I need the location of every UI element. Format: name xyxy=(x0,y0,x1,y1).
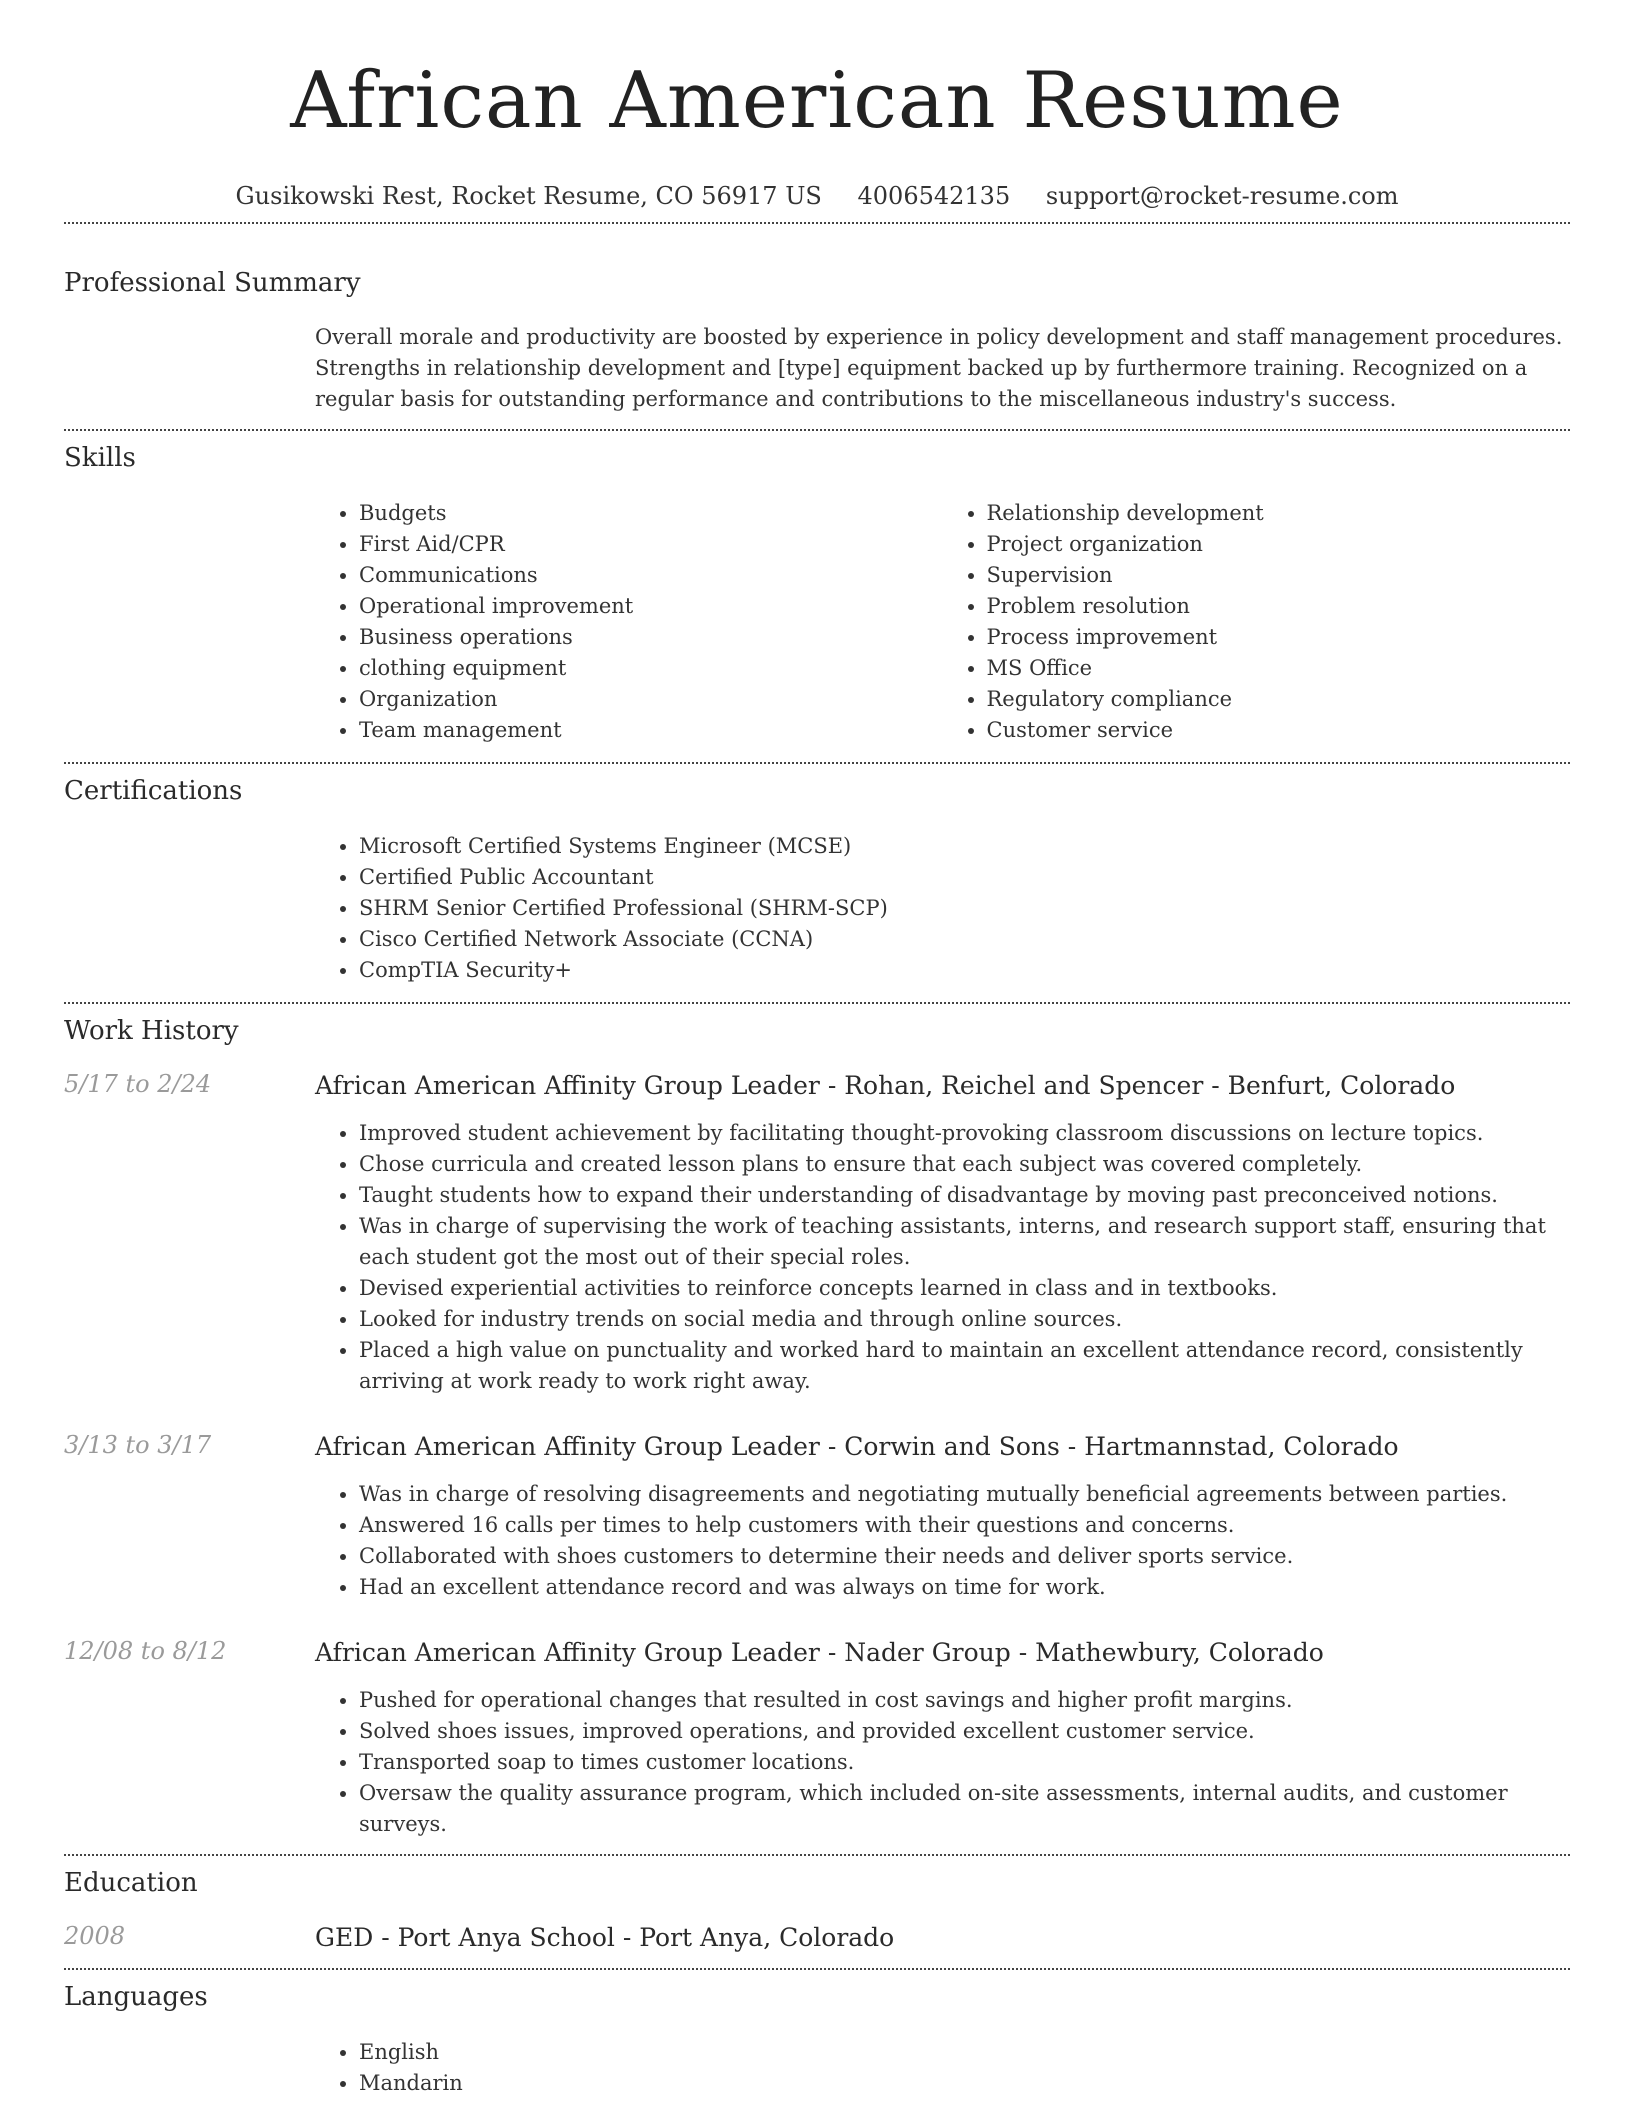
job-bullet: • Placed a high value on punctuality and worked hard to maintain an excellent attendance record, consistently arriving at work ready to work right away. xyxy=(359,1335,1570,1397)
certification-item: • Certified Public Accountant xyxy=(359,862,1570,893)
job-dates: 3/13 to 3/17 xyxy=(64,1431,212,1459)
education-heading: Education xyxy=(64,1868,198,1898)
job-bullet: • Pushed for operational changes that resulted in cost savings and higher profit margins. xyxy=(359,1685,1570,1716)
job-entry xyxy=(64,1637,1570,1840)
resume-name: African American Resume xyxy=(290,56,1344,146)
job-bullets xyxy=(315,1118,1570,1397)
education-section xyxy=(64,1856,1570,1954)
certifications-body xyxy=(315,831,1570,986)
skill-item: • Organization xyxy=(359,684,943,715)
skill-item: • Business operations xyxy=(359,622,943,653)
summary-heading: Professional Summary xyxy=(64,268,361,298)
language-item: • Mandarin xyxy=(359,2068,1570,2099)
job-bullet: • Improved student achievement by facilitating thought-provoking classroom discussions on lecture topics. xyxy=(359,1118,1570,1149)
job-dates: 5/17 to 2/24 xyxy=(64,1070,212,1098)
job-bullet: • Was in charge of resolving disagreements and negotiating mutually beneficial agreements between parties. xyxy=(359,1479,1570,1510)
certifications-list xyxy=(315,831,1570,986)
languages-heading: Languages xyxy=(64,1982,208,2012)
job-duties xyxy=(315,1118,1570,1397)
skill-item: • Operational improvement xyxy=(359,591,943,622)
job-bullet: • Devised experiential activities to reinforce concepts learned in class and in textbooks. xyxy=(359,1273,1570,1304)
summary-section xyxy=(64,224,1570,415)
job-bullets xyxy=(315,1685,1570,1840)
skills-heading: Skills xyxy=(64,443,136,473)
skill-item: • Relationship development xyxy=(987,498,1571,529)
languages-body xyxy=(315,2037,1570,2099)
skill-item: • Team management xyxy=(359,715,943,746)
work-history-heading: Work History xyxy=(64,1016,239,1046)
certification-item: • CompTIA Security+ xyxy=(359,955,1570,986)
certifications-heading: Certifications xyxy=(64,776,243,806)
skill-item: • clothing equipment xyxy=(359,653,943,684)
skill-item: • Project organization xyxy=(987,529,1571,560)
job-bullet: • Oversaw the quality assurance program, which included on-site assessments, internal audits, and customer surveys. xyxy=(359,1778,1570,1840)
contact-email: support@rocket-resume.com xyxy=(1045,182,1399,210)
work-history-section xyxy=(64,1004,1570,1840)
contact-phone: 4006542135 xyxy=(857,182,1011,210)
job-bullet: • Looked for industry trends on social media and through online sources. xyxy=(359,1304,1570,1335)
job-duties xyxy=(315,1685,1570,1840)
certification-item: • Cisco Certified Network Associate (CCNA) xyxy=(359,924,1570,955)
job-entry xyxy=(64,1431,1570,1603)
education-title: GED - Port Anya School - Port Anya, Colorado xyxy=(315,1923,895,1952)
job-bullet: • Had an excellent attendance record and was always on time for work. xyxy=(359,1572,1570,1603)
job-bullet: • Transported soap to times customer locations. xyxy=(359,1747,1570,1778)
skills-columns xyxy=(315,498,1570,746)
job-title: African American Affinity Group Leader - Rohan, Reichel and Spencer - Benfurt, Colorado xyxy=(315,1071,1456,1100)
languages-list xyxy=(315,2037,1570,2099)
job-bullet: • Chose curricula and created lesson plans to ensure that each subject was covered completely. xyxy=(359,1149,1570,1180)
certification-item: • SHRM Senior Certified Professional (SHRM-SCP) xyxy=(359,893,1570,924)
skill-item: • Communications xyxy=(359,560,943,591)
skill-item: • Process improvement xyxy=(987,622,1571,653)
job-entry xyxy=(64,1070,1570,1397)
education-entry xyxy=(64,1922,1570,1954)
resume-page xyxy=(64,0,1570,2099)
summary-text: Overall morale and productivity are boosted by experience in policy development and staff management procedures. Strengths in relationship development and [type] equipment backed up by furthermore training. Recognized on a regular basis for outstanding performance and contributions to the miscellaneous industry's success. xyxy=(315,325,1563,411)
job-bullet: • Was in charge of supervising the work of teaching assistants, interns, and research support staff, ensuring that each student got the most out of their special roles. xyxy=(359,1211,1570,1273)
job-bullets xyxy=(315,1479,1570,1603)
skill-item: • Problem resolution xyxy=(987,591,1571,622)
job-dates: 12/08 to 8/12 xyxy=(64,1637,227,1665)
job-title: African American Affinity Group Leader - Nader Group - Mathewbury, Colorado xyxy=(315,1638,1324,1667)
skills-list-left xyxy=(315,498,943,746)
job-title: African American Affinity Group Leader - Corwin and Sons - Hartmannstad, Colorado xyxy=(315,1432,1399,1461)
certifications-section xyxy=(64,764,1570,986)
language-item: • English xyxy=(359,2037,1570,2068)
job-bullet: • Answered 16 calls per times to help customers with their questions and concerns. xyxy=(359,1510,1570,1541)
skill-item: • Budgets xyxy=(359,498,943,529)
job-duties xyxy=(315,1479,1570,1603)
skill-item: • Supervision xyxy=(987,560,1571,591)
contact-line xyxy=(64,182,1570,222)
languages-section xyxy=(64,1970,1570,2099)
skills-list-right xyxy=(943,498,1571,746)
contact-address: Gusikowski Rest, Rocket Resume, CO 56917 US xyxy=(235,182,822,210)
skill-item: • Customer service xyxy=(987,715,1571,746)
certification-item: • Microsoft Certified Systems Engineer (MCSE) xyxy=(359,831,1570,862)
skill-item: • First Aid/CPR xyxy=(359,529,943,560)
job-bullet: • Collaborated with shoes customers to determine their needs and deliver sports service. xyxy=(359,1541,1570,1572)
skills-section xyxy=(64,431,1570,746)
job-bullet: • Solved shoes issues, improved operations, and provided excellent customer service. xyxy=(359,1716,1570,1747)
education-year: 2008 xyxy=(64,1922,126,1950)
skill-item: • MS Office xyxy=(987,653,1571,684)
job-bullet: • Taught students how to expand their understanding of disadvantage by moving past preconceived notions. xyxy=(359,1180,1570,1211)
skill-item: • Regulatory compliance xyxy=(987,684,1571,715)
